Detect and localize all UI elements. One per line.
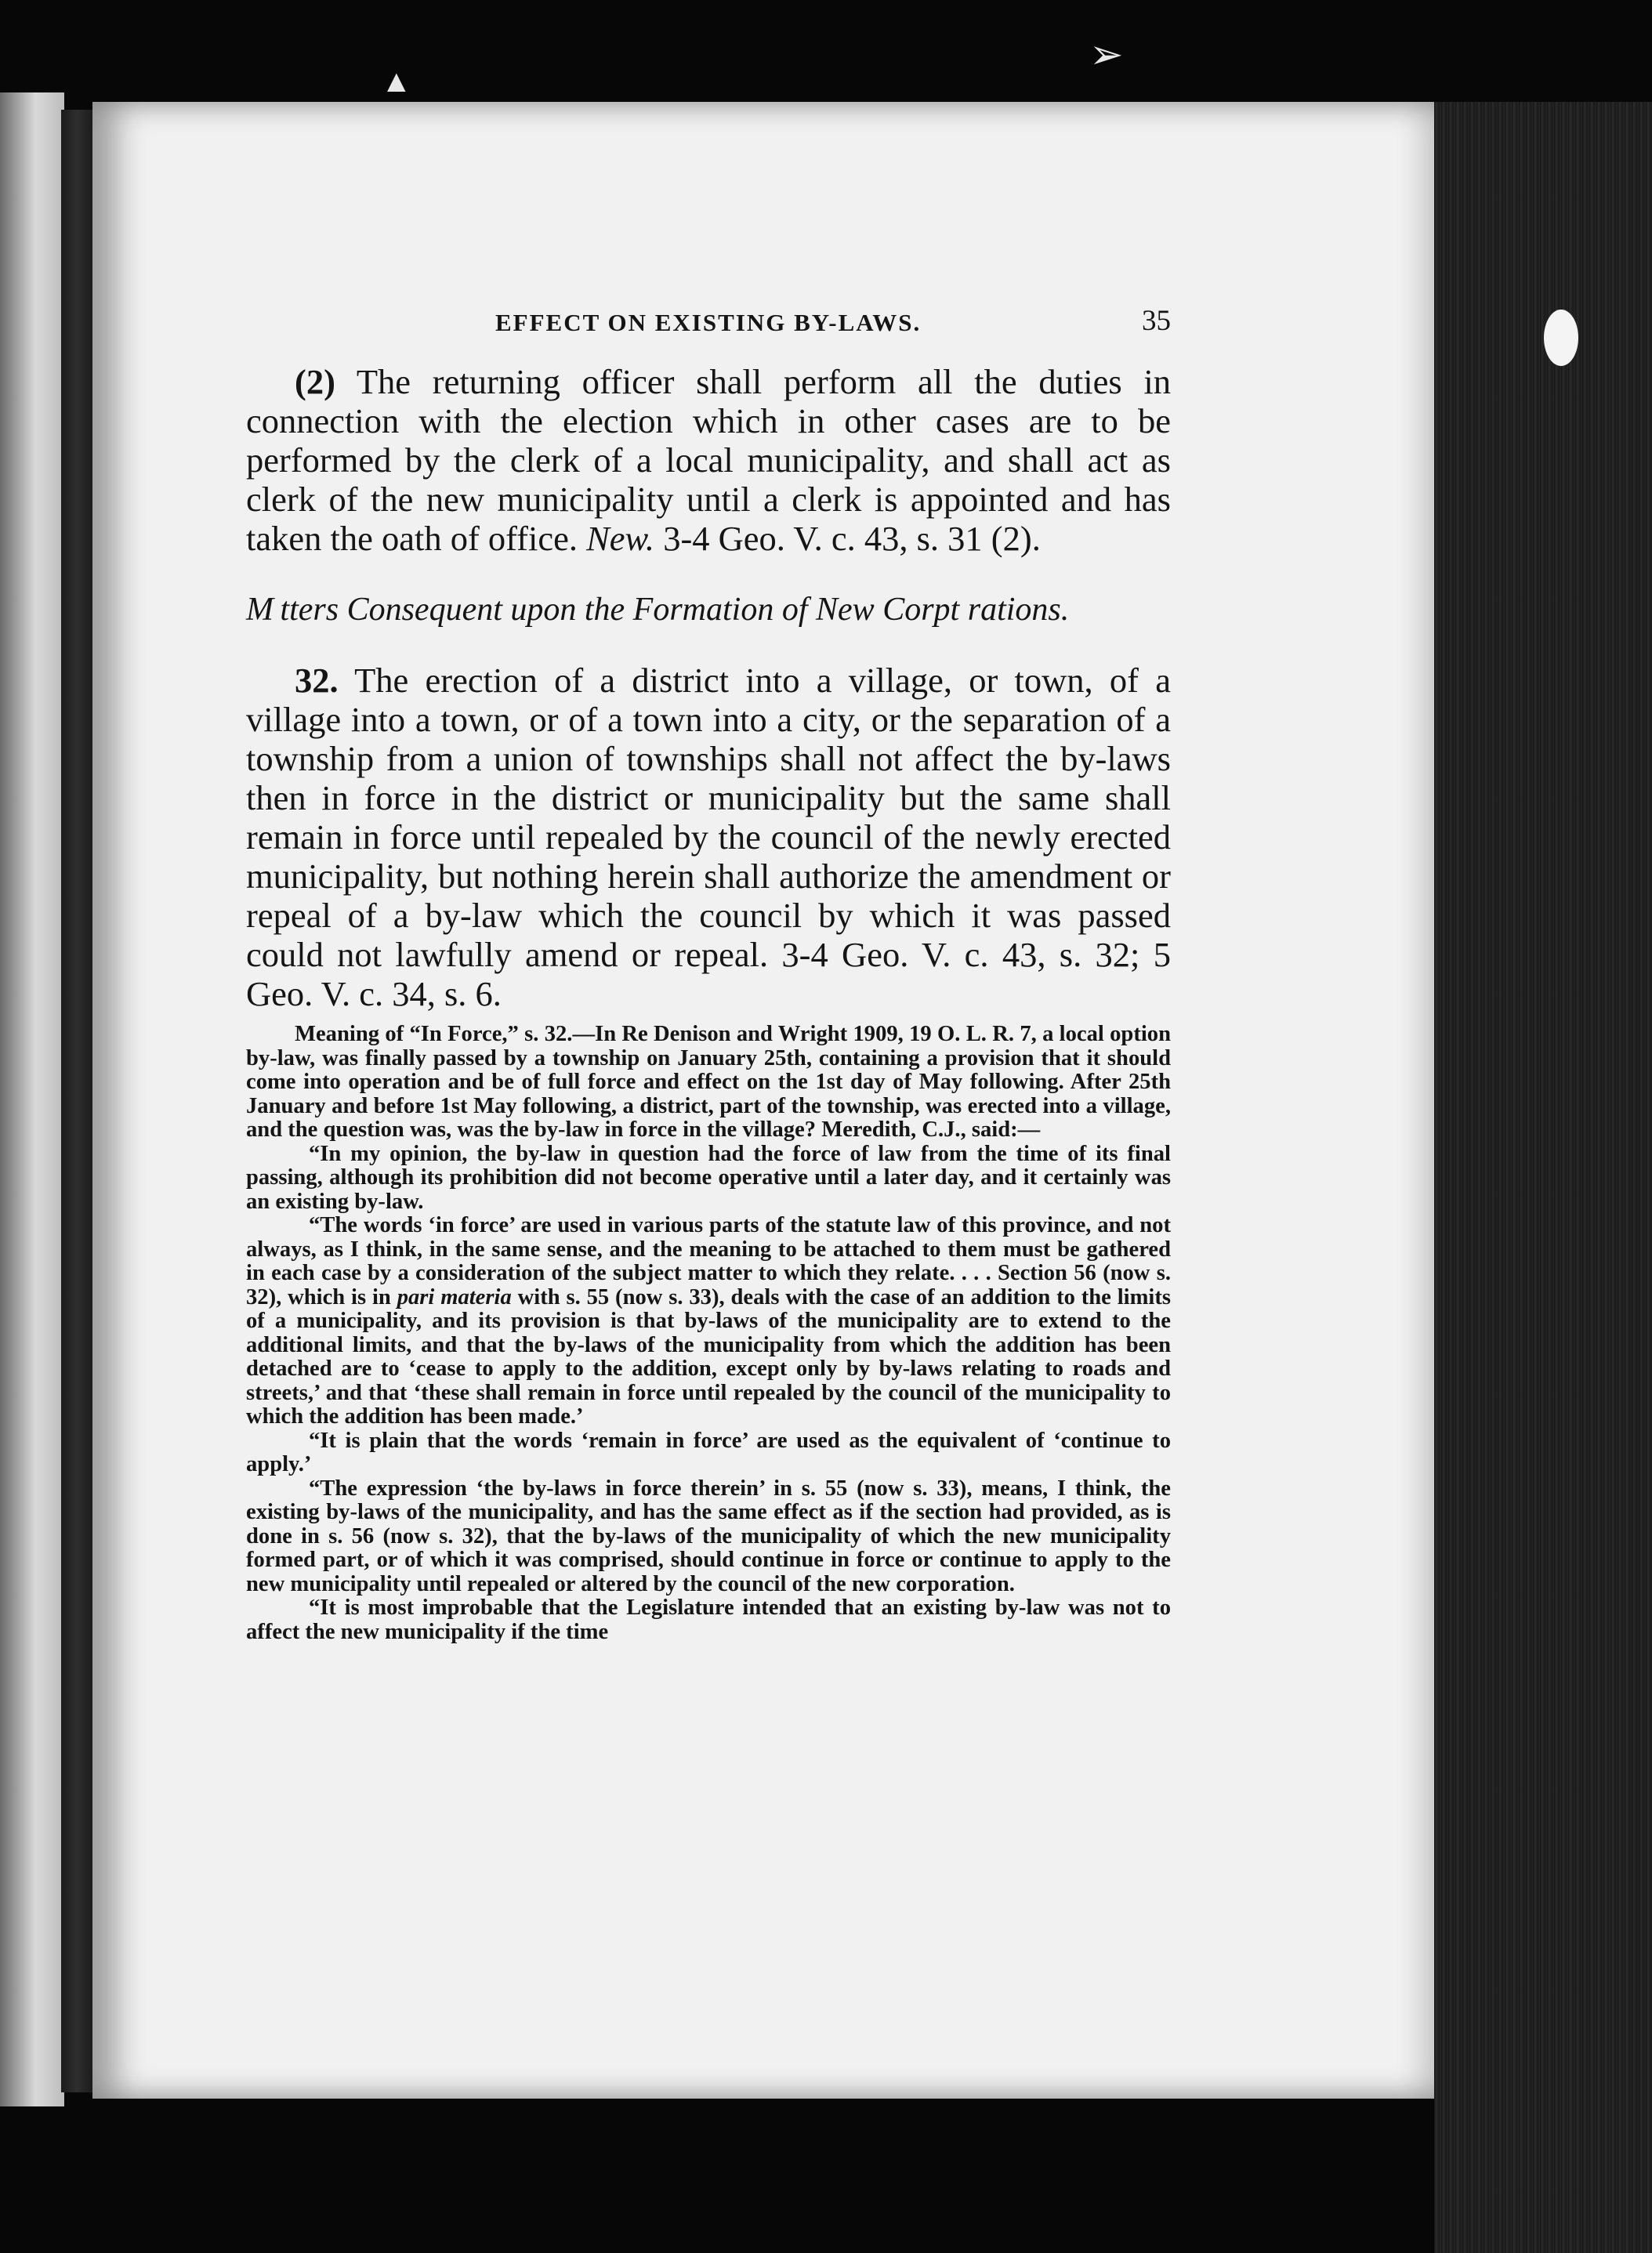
scan-blemish bbox=[1544, 310, 1578, 366]
section-number: 32. bbox=[295, 661, 339, 700]
scan-arrow-icon: ➢ bbox=[1089, 33, 1124, 78]
quote-2-text: “The words ‘in force’ are used in various parts of the statute law of this province, and not always, as I think, in the same sense, and the meaning to be attached to them must be gathered in each case by a consideration of the subject matter to which they relate. . . . Section 56 (now s. 32), which is in bbox=[246, 1213, 1171, 1309]
book-gutter bbox=[61, 110, 92, 2092]
subsection-italic-word: New. bbox=[586, 519, 655, 558]
scan-mark-icon: ▲ bbox=[381, 63, 412, 99]
section-text: The erection of a district into a village, or town, of a village into a town, or of a town into a city, or the separation of a township from a union of townships shall not affect the by-laws then in force in the district or municipality but the same shall remain in force until repealed by the council of the newly erected municipality, but nothing herein shall authorize the amendment or repeal of a by-law which the council by which it was passed could not lawfully amend or repeal. 3-4 Geo. V. c. 43, s. 32; 5 Geo. V. c. 34, s. 6. bbox=[246, 661, 1171, 1013]
note-quote-5: “It is most improbable that the Legislature intended that an existing by-law was not to affect the new municipality if the time bbox=[246, 1596, 1171, 1644]
note-text: —In Re Denison and Wright 1909, 19 O. L. R. 7, a local option by-law, was finally passed by a township on January 25th, containing a provision that it should come into operation and be of full force and effect on the 1st day of May following. After 25th January and before 1st May following, a district, part of the township, was erected into a village, and the question was, was the by-law in force in the village? Meredith, C.J., said:— bbox=[246, 1022, 1172, 1142]
page-content bbox=[246, 298, 1171, 1644]
page-stack-edge bbox=[1434, 102, 1652, 2253]
running-head bbox=[246, 298, 1171, 345]
note-quote-1: “In my opinion, the by-law in question had the force of law from the time of its final passing, although its prohibition did not become operative until a later day, and it certainly was an existing by-law. bbox=[246, 1141, 1171, 1214]
note-quote-2 bbox=[246, 1214, 1171, 1429]
running-title: EFFECT ON EXISTING BY-LAWS. bbox=[495, 309, 922, 336]
quote-2-italic: pari materia bbox=[397, 1284, 512, 1309]
page-number: 35 bbox=[1142, 305, 1171, 337]
note-quote-4: “The expression ‘the by-laws in force therein’ in s. 55 (now s. 33), means, I think, the existing by-laws of the municipality, and has the same effect as if the section had provided, as is done in s. 56 (now s. 32), that the by-laws of the municipality of which the new municipality formed part, or of which it was comprised, should continue in force or continue to apply to the new municipality until repealed or altered by the council of the new corporation. bbox=[246, 1476, 1171, 1596]
subsection-2 bbox=[246, 362, 1171, 558]
section-subheading: M tters Consequent upon the Formation of New Corpt rations. bbox=[246, 592, 1070, 628]
section-32 bbox=[246, 661, 1171, 1013]
note-heading: Meaning of “In Force,” s. 32. bbox=[295, 1022, 573, 1046]
subsection-citation: 3-4 Geo. V. c. 43, s. 31 (2). bbox=[663, 519, 1041, 558]
subsection-text: The returning officer shall perform all the duties in connection with the election which in other cases are to be performed by the clerk of a local municipality, and shall act as clerk of the new municipality until a clerk is appointed and has taken the oath of office. bbox=[246, 362, 1171, 558]
subsection-number: (2) bbox=[295, 362, 335, 401]
quote-2-text-end: with s. 55 (now s. 33), deals with the case of an addition to the limits of a municipality, and its provision is that by-laws of the municipality are to extend to the additional limits, and that the by-laws of the municipality from which the addition has been detached are to ‘cease to apply to the addition, except only by by-laws relating to roads and streets,’ and that ‘these shall remain in force until repealed by the council of the municipality to which the addition has been made.’ bbox=[246, 1284, 1172, 1429]
facing-page-edge bbox=[0, 92, 64, 2106]
annotation-note bbox=[246, 1023, 1171, 1143]
note-quote-3: “It is plain that the words ‘remain in force’ are used as the equivalent of ‘continue to apply.’ bbox=[246, 1428, 1171, 1476]
